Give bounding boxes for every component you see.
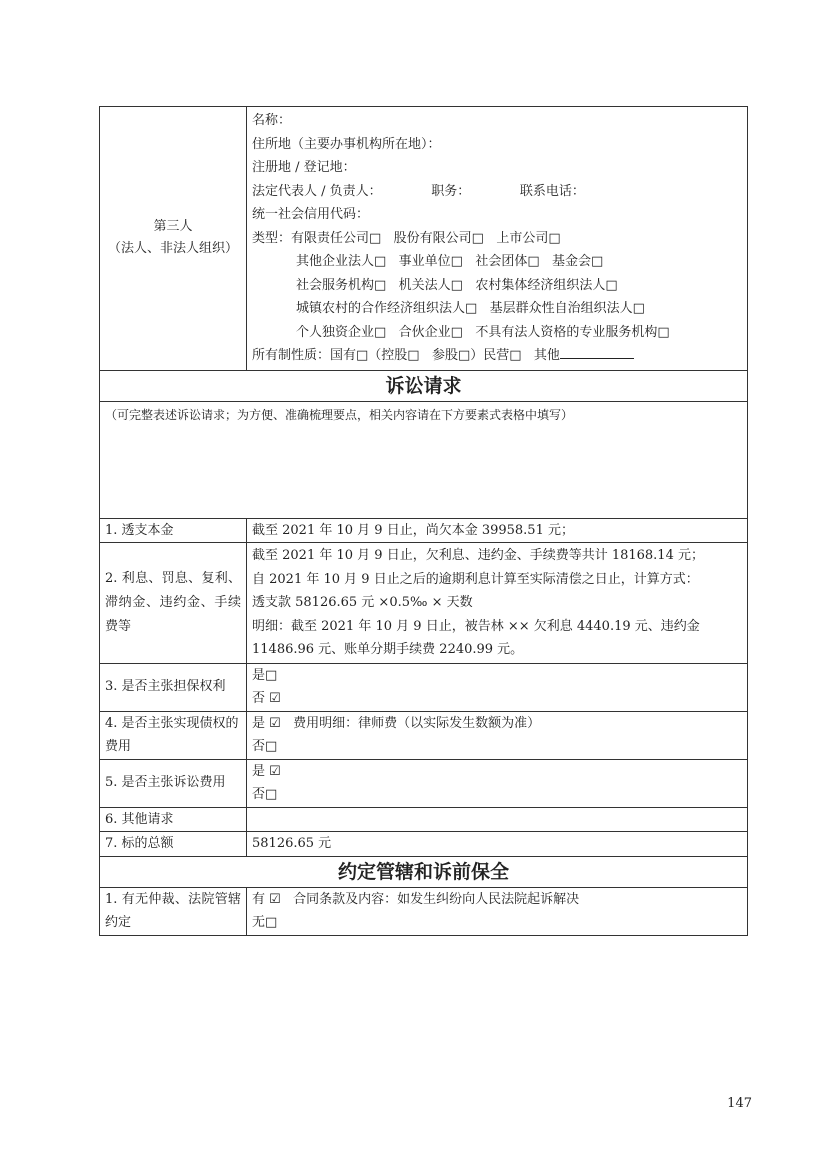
third-party-row [100,107,748,371]
total-row [100,832,748,857]
creditor-costs-row [100,711,748,759]
third-party-credit-code-line: 统一社会信用代码： [252,207,370,222]
interest-line-2: 自 2021 年 10 月 9 日止之后的逾期利息计算至实际清偿之日止，计算方式： [252,571,699,587]
complaint-form-table [99,106,748,936]
third-party-ownership-line [252,344,742,368]
jurisdiction-header-row [100,856,748,887]
page-number: 147 [727,1096,752,1111]
litigation-costs-value-cell [247,759,748,807]
third-party-type-line-4: 城镇农村的合作经济组织法人□ 基层群众性自治组织法人□ [296,301,645,316]
principal-row [100,518,748,543]
arbitration-label: 1. 有无仲裁、法院管辖约定 [100,887,247,935]
third-party-label-note: （法人、非法人组织） [107,241,238,257]
third-party-name-line: 名称： [252,113,292,128]
other-claims-row [100,807,748,832]
jurisdiction-section-title: 约定管辖和诉前保全 [100,856,748,887]
third-party-type-line-5: 个人独资企业□ 合伙企业□ 不具有法人资格的专业服务机构□ [296,324,670,340]
claims-header-row [100,370,748,401]
third-party-details-cell [247,107,748,371]
other-claims-label: 6. 其他请求 [100,807,247,832]
litigation-costs-yes-option: 是 ☑ [252,763,281,779]
guarantee-value-cell [247,663,748,711]
third-party-representative-line: 法定代表人 / 负责人： 职务： 联系电话： [252,183,585,199]
third-party-label-cell [100,107,247,371]
third-party-type-line-3: 社会服务机构□ 机关法人□ 农村集体经济组织法人□ [296,277,618,293]
third-party-type-line-2: 其他企业法人□ 事业单位□ 社会团体□ 基金会□ [296,254,604,269]
ownership-other-blank [560,344,634,359]
other-claims-value [247,807,748,832]
arbitration-row [100,887,748,935]
creditor-costs-value-cell [247,711,748,759]
interest-detail-line-1: 明细：截至 2021 年 10 月 9 日止，被告林 ×× 欠利息 4440.19 元、违约金 [252,618,700,634]
interest-formula-line: 透支款 58126.65 元 ×0.5‰ × 天数 [252,595,473,610]
litigation-costs-row [100,759,748,807]
principal-value: 截至 2021 年 10 月 9 日止，尚欠本金 39958.51 元； [247,518,748,543]
third-party-registration-line: 注册地 / 登记地： [252,160,356,175]
interest-detail-line-2: 11486.96 元、账单分期手续费 2240.99 元。 [252,642,524,657]
guarantee-label: 3. 是否主张担保权利 [100,663,247,711]
creditor-costs-yes-option: 是 ☑ 费用明细：律师费（以实际发生数额为准） [252,715,541,731]
interest-row [100,543,748,664]
total-value: 58126.65 元 [247,832,748,857]
guarantee-no-option: 否 ☑ [252,691,281,706]
total-label: 7. 标的总额 [100,832,247,857]
interest-label: 2. 利息、罚息、复利、滞纳金、违约金、手续费等 [100,543,247,664]
guarantee-row [100,663,748,711]
arbitration-no-option: 无□ [252,915,278,930]
principal-label: 1. 透支本金 [100,518,247,543]
claims-note-row [100,401,748,518]
interest-value-cell [247,543,748,664]
litigation-costs-label: 5. 是否主张诉讼费用 [100,759,247,807]
creditor-costs-label: 4. 是否主张实现债权的费用 [100,711,247,759]
ownership-text: 所有制性质：国有□（控股□ 参股□）民营□ 其他 [252,348,560,363]
third-party-type-line: 类型：有限责任公司□ 股份有限公司□ 上市公司□ [252,230,561,246]
litigation-costs-no-option: 否□ [252,787,278,802]
guarantee-yes-option: 是□ [252,667,278,683]
claims-section-title: 诉讼请求 [100,370,748,401]
third-party-address-line: 住所地（主要办事机构所在地）： [252,136,441,152]
arbitration-value-cell [247,887,748,935]
third-party-label: 第三人 [153,219,193,235]
claims-note: （可完整表述诉讼请求；为方便、准确梳理要点，相关内容请在下方要素式表格中填写） [100,401,748,518]
creditor-costs-no-option: 否□ [252,739,278,754]
arbitration-yes-option: 有 ☑ 合同条款及内容：如发生纠纷向人民法院起诉解决 [252,891,580,907]
interest-line-1: 截至 2021 年 10 月 9 日止，欠利息、违约金、手续费等共计 18168.14 元； [252,548,704,563]
